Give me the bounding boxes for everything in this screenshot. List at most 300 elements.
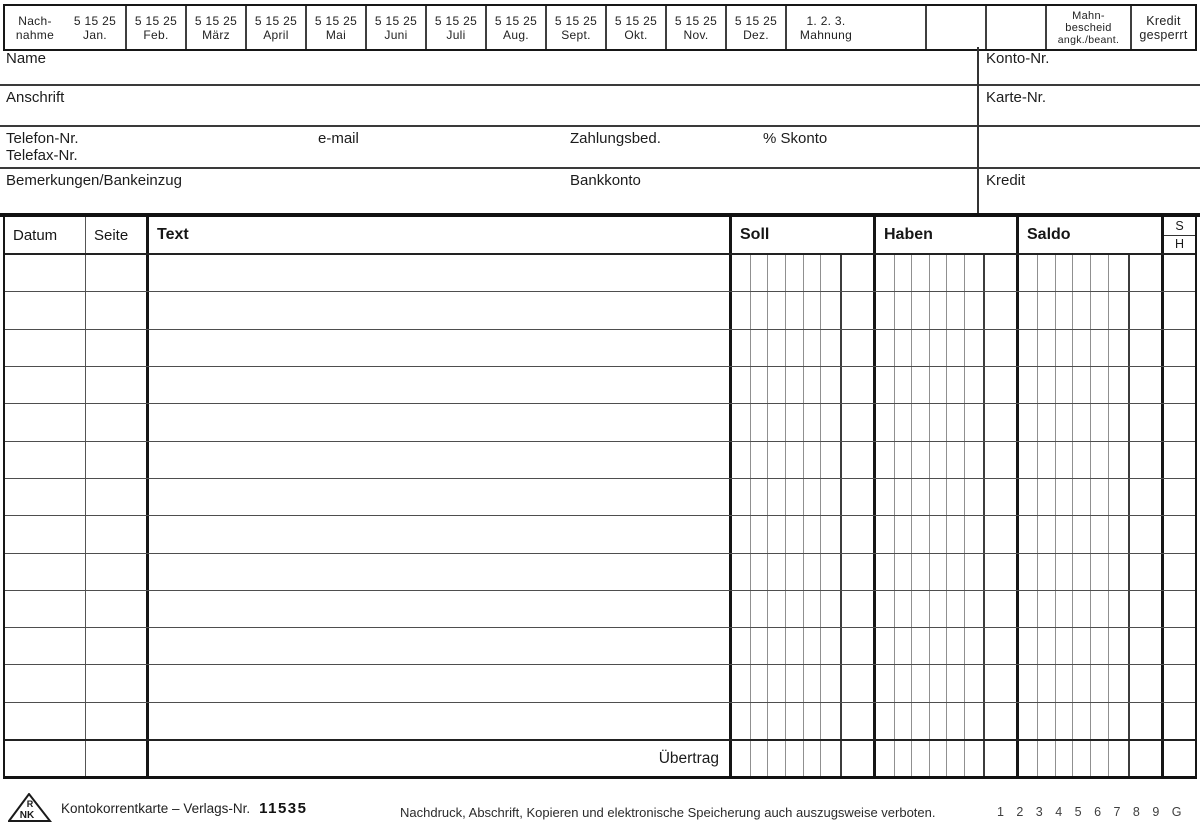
digit-rule-line — [1108, 741, 1109, 776]
anschrift-label: Anschrift — [6, 89, 65, 106]
soll-amount-cell — [732, 741, 876, 776]
day-marks: 5 15 25 — [134, 13, 178, 28]
digit-rule-line — [750, 554, 751, 590]
digit-rule-line — [785, 442, 786, 478]
digit-rule-line — [803, 516, 804, 552]
text-cell — [149, 703, 732, 739]
digit-rule-line — [929, 255, 930, 291]
digit-rule-line — [1055, 442, 1056, 478]
digit-rule-line — [894, 591, 895, 627]
seite-cell — [86, 703, 149, 739]
digit-rule-line — [894, 516, 895, 552]
digit-rule-line — [911, 330, 912, 366]
ledger-row — [5, 255, 1195, 292]
cents-rule-line — [983, 741, 985, 776]
digit-rule-line — [929, 479, 930, 515]
sh-header — [1164, 217, 1195, 253]
digit-rule-line — [1072, 554, 1073, 590]
saldo-amount-cell — [1019, 404, 1164, 440]
digit-rule-line — [767, 367, 768, 403]
saldo-amount-cell — [1019, 665, 1164, 701]
sh-cell — [1164, 516, 1195, 552]
sh-cell — [1164, 442, 1195, 478]
month-cell — [545, 6, 605, 49]
digit-rule-line — [1108, 591, 1109, 627]
day-marks: 5 15 25 — [374, 13, 418, 28]
digit-rule-line — [803, 330, 804, 366]
cents-rule-line — [983, 591, 985, 627]
cents-rule-line — [840, 554, 842, 590]
saldo-amount-cell — [1019, 554, 1164, 590]
cents-rule-line — [840, 255, 842, 291]
month-name: Mai — [325, 27, 347, 42]
cents-rule-line — [1128, 591, 1130, 627]
soll-amount-cell — [732, 628, 876, 664]
digit-rule-line — [946, 367, 947, 403]
seite-cell — [86, 404, 149, 440]
digit-rule-line — [785, 516, 786, 552]
haben-amount-cell — [876, 442, 1019, 478]
info-row-name — [0, 47, 1200, 86]
sh-cell — [1164, 404, 1195, 440]
digit-rule-line — [803, 703, 804, 739]
digit-rule-line — [1072, 703, 1073, 739]
digit-rule-line — [1072, 516, 1073, 552]
digit-rule-line — [964, 554, 965, 590]
copyright-notice: Nachdruck, Abschrift, Kopieren und elektronische Speicherung auch auszugsweise verboten. — [400, 805, 936, 820]
telefax-label: Telefax-Nr. — [6, 147, 78, 164]
ledger-row — [5, 479, 1195, 516]
haben-header: Haben — [876, 217, 1019, 253]
haben-indicator-header: H — [1174, 237, 1185, 252]
ledger-table — [3, 217, 1197, 779]
digit-rule-line — [785, 367, 786, 403]
digit-rule-line — [894, 367, 895, 403]
day-marks: 5 15 25 — [674, 13, 718, 28]
logo-letter-r: R — [26, 799, 34, 809]
digit-rule-line — [1090, 479, 1091, 515]
karte-nr-label: Karte-Nr. — [986, 89, 1047, 106]
digit-rule-line — [1055, 628, 1056, 664]
digit-rule-line — [964, 292, 965, 328]
text-cell — [149, 255, 732, 291]
digit-rule-line — [1108, 367, 1109, 403]
soll-amount-cell — [732, 516, 876, 552]
mahnbescheid-line2: bescheid — [1065, 21, 1112, 34]
month-cell — [185, 6, 245, 49]
saldo-amount-cell — [1019, 442, 1164, 478]
digit-rule-line — [803, 741, 804, 776]
digit-rule-line — [946, 628, 947, 664]
cents-rule-line — [840, 292, 842, 328]
digit-rule-line — [1037, 628, 1038, 664]
digit-rule-line — [1090, 628, 1091, 664]
mahnung-line2: Mahnung — [799, 27, 853, 42]
text-cell — [149, 665, 732, 701]
digit-rule-line — [785, 703, 786, 739]
cents-rule-line — [983, 404, 985, 440]
digit-rule-line — [785, 479, 786, 515]
sh-cell — [1164, 330, 1195, 366]
digit-rule-line — [1090, 516, 1091, 552]
digit-rule-line — [1037, 516, 1038, 552]
bankkonto-label: Bankkonto — [570, 172, 641, 189]
digit-rule-line — [894, 665, 895, 701]
digit-rule-line — [767, 292, 768, 328]
soll-amount-cell — [732, 479, 876, 515]
cents-rule-line — [1128, 516, 1130, 552]
digit-rule-line — [929, 442, 930, 478]
cents-rule-line — [1128, 367, 1130, 403]
digit-rule-line — [785, 591, 786, 627]
ledger-row — [5, 330, 1195, 367]
haben-amount-cell — [876, 741, 1019, 776]
mahnung-cell — [785, 6, 865, 49]
digit-rule-line — [1072, 591, 1073, 627]
seite-header: Seite — [86, 217, 149, 253]
text-cell — [149, 404, 732, 440]
digit-rule-line — [1090, 255, 1091, 291]
month-name: Feb. — [143, 27, 169, 42]
datum-cell — [5, 330, 86, 366]
digit-rule-line — [767, 479, 768, 515]
digit-rule-line — [750, 367, 751, 403]
sh-cell — [1164, 628, 1195, 664]
cents-rule-line — [1128, 703, 1130, 739]
digit-rule-line — [785, 255, 786, 291]
digit-rule-line — [964, 442, 965, 478]
sh-cell — [1164, 591, 1195, 627]
digit-rule-line — [820, 367, 821, 403]
saldo-amount-cell — [1019, 628, 1164, 664]
saldo-header: Saldo — [1019, 217, 1164, 253]
digit-rule-line — [803, 665, 804, 701]
telefon-label: Telefon-Nr. — [6, 130, 79, 147]
digit-rule-line — [929, 591, 930, 627]
digit-rule-line — [803, 255, 804, 291]
digit-rule-line — [1090, 554, 1091, 590]
datum-header: Datum — [5, 217, 86, 253]
day-marks: 5 15 25 — [614, 13, 658, 28]
rnk-logo-icon — [8, 793, 52, 823]
haben-amount-cell — [876, 554, 1019, 590]
soll-amount-cell — [732, 292, 876, 328]
ledger-row — [5, 591, 1195, 628]
text-cell — [149, 591, 732, 627]
uebertrag-row — [5, 739, 1195, 776]
digit-rule-line — [1108, 479, 1109, 515]
digit-rule-line — [803, 292, 804, 328]
cents-rule-line — [840, 479, 842, 515]
soll-indicator-header: S — [1164, 217, 1195, 236]
digit-rule-line — [820, 330, 821, 366]
datum-cell — [5, 591, 86, 627]
digit-rule-line — [964, 516, 965, 552]
nachnahme-line1: Nach- — [18, 13, 52, 28]
ledger-row — [5, 516, 1195, 553]
saldo-amount-cell — [1019, 591, 1164, 627]
order-number: 11535 — [259, 799, 308, 817]
digit-rule-line — [894, 404, 895, 440]
digit-rule-line — [1037, 442, 1038, 478]
digit-rule-line — [767, 591, 768, 627]
cents-rule-line — [840, 741, 842, 776]
ledger-header-row — [5, 217, 1195, 255]
digit-rule-line — [750, 516, 751, 552]
digit-rule-line — [820, 703, 821, 739]
digit-rule-line — [1037, 554, 1038, 590]
datum-cell — [5, 442, 86, 478]
saldo-amount-cell — [1019, 330, 1164, 366]
cents-rule-line — [983, 479, 985, 515]
cents-rule-line — [983, 292, 985, 328]
digit-rule-line — [803, 554, 804, 590]
ledger-body — [5, 255, 1195, 776]
seite-cell — [86, 442, 149, 478]
digit-rule-line — [946, 442, 947, 478]
digit-rule-line — [964, 665, 965, 701]
sh-cell — [1164, 292, 1195, 328]
digit-rule-line — [1072, 330, 1073, 366]
cents-rule-line — [1128, 479, 1130, 515]
digit-rule-line — [1072, 367, 1073, 403]
digit-rule-line — [767, 255, 768, 291]
print-code: 1 2 3 4 5 6 7 8 9 G — [996, 805, 1186, 819]
ledger-row — [5, 404, 1195, 441]
ledger-row — [5, 442, 1195, 479]
month-cell — [665, 6, 725, 49]
haben-amount-cell — [876, 628, 1019, 664]
digit-rule-line — [929, 554, 930, 590]
cents-rule-line — [1128, 255, 1130, 291]
digit-rule-line — [1055, 741, 1056, 776]
datum-cell — [5, 367, 86, 403]
digit-rule-line — [767, 741, 768, 776]
text-cell — [149, 554, 732, 590]
digit-rule-line — [1090, 404, 1091, 440]
digit-rule-line — [1037, 404, 1038, 440]
digit-rule-line — [820, 554, 821, 590]
digit-rule-line — [1072, 255, 1073, 291]
soll-amount-cell — [732, 703, 876, 739]
digit-rule-line — [750, 404, 751, 440]
cents-rule-line — [983, 516, 985, 552]
empty-strip-cell — [985, 6, 1045, 49]
haben-amount-cell — [876, 367, 1019, 403]
digit-rule-line — [820, 665, 821, 701]
seite-cell — [86, 516, 149, 552]
empty-strip-cell — [925, 6, 985, 49]
digit-rule-line — [1090, 442, 1091, 478]
mahnbescheid-line3: angk./beant. — [1057, 33, 1120, 46]
digit-rule-line — [1108, 292, 1109, 328]
kredit-label: Kredit — [986, 172, 1026, 189]
haben-amount-cell — [876, 665, 1019, 701]
datum-cell — [5, 255, 86, 291]
month-name: Juli — [446, 27, 466, 42]
digit-rule-line — [911, 404, 912, 440]
digit-rule-line — [946, 703, 947, 739]
day-marks: 5 15 25 — [734, 13, 778, 28]
saldo-amount-cell — [1019, 479, 1164, 515]
name-label: Name — [6, 50, 47, 67]
month-name: Jan. — [83, 27, 107, 42]
digit-rule-line — [894, 330, 895, 366]
digit-rule-line — [803, 628, 804, 664]
form-footer — [0, 788, 1200, 833]
publisher-block — [8, 793, 307, 823]
digit-rule-line — [785, 330, 786, 366]
digit-rule-line — [1108, 330, 1109, 366]
soll-amount-cell — [732, 442, 876, 478]
digit-rule-line — [767, 554, 768, 590]
month-name: Nov. — [683, 27, 709, 42]
digit-rule-line — [1055, 591, 1056, 627]
digit-rule-line — [946, 591, 947, 627]
datum-cell — [5, 741, 86, 776]
sh-cell — [1164, 554, 1195, 590]
seite-cell — [86, 367, 149, 403]
digit-rule-line — [750, 479, 751, 515]
digit-rule-line — [803, 367, 804, 403]
cents-rule-line — [983, 554, 985, 590]
datum-cell — [5, 516, 86, 552]
digit-rule-line — [1037, 703, 1038, 739]
digit-rule-line — [1037, 255, 1038, 291]
konto-nr-label: Konto-Nr. — [986, 50, 1050, 67]
datum-cell — [5, 665, 86, 701]
digit-rule-line — [1108, 442, 1109, 478]
day-marks: 5 15 25 — [494, 13, 538, 28]
seite-cell — [86, 292, 149, 328]
day-marks: 5 15 25 — [194, 13, 238, 28]
digit-rule-line — [1108, 703, 1109, 739]
digit-rule-line — [785, 292, 786, 328]
cents-rule-line — [840, 404, 842, 440]
digit-rule-line — [946, 554, 947, 590]
digit-rule-line — [1090, 703, 1091, 739]
cents-rule-line — [840, 665, 842, 701]
sh-cell — [1164, 703, 1195, 739]
digit-rule-line — [894, 442, 895, 478]
month-cell — [125, 6, 185, 49]
text-cell — [149, 330, 732, 366]
digit-rule-line — [1037, 292, 1038, 328]
digit-rule-line — [946, 665, 947, 701]
soll-amount-cell — [732, 404, 876, 440]
month-name: April — [263, 27, 289, 42]
digit-rule-line — [964, 330, 965, 366]
info-row-bemerkungen — [0, 169, 1200, 213]
digit-rule-line — [911, 367, 912, 403]
digit-rule-line — [964, 703, 965, 739]
month-cell — [425, 6, 485, 49]
saldo-amount-cell — [1019, 367, 1164, 403]
text-cell — [149, 628, 732, 664]
soll-amount-cell — [732, 255, 876, 291]
mahnung-line1: 1. 2. 3. — [806, 13, 846, 28]
digit-rule-line — [964, 404, 965, 440]
soll-amount-cell — [732, 665, 876, 701]
digit-rule-line — [911, 665, 912, 701]
month-tracking-strip — [3, 4, 1197, 51]
digit-rule-line — [820, 292, 821, 328]
month-name: Dez. — [743, 27, 769, 42]
kredit-gesperrt-line2: gesperrt — [1139, 27, 1188, 42]
cents-rule-line — [840, 516, 842, 552]
digit-rule-line — [1037, 330, 1038, 366]
digit-rule-line — [1072, 404, 1073, 440]
digit-rule-line — [785, 665, 786, 701]
digit-rule-line — [911, 442, 912, 478]
sh-cell — [1164, 741, 1195, 776]
cents-rule-line — [840, 442, 842, 478]
haben-amount-cell — [876, 330, 1019, 366]
saldo-amount-cell — [1019, 292, 1164, 328]
sh-cell — [1164, 665, 1195, 701]
digit-rule-line — [1090, 330, 1091, 366]
sh-cell — [1164, 479, 1195, 515]
digit-rule-line — [929, 516, 930, 552]
cents-rule-line — [983, 367, 985, 403]
datum-cell — [5, 554, 86, 590]
digit-rule-line — [1055, 292, 1056, 328]
digit-rule-line — [1055, 330, 1056, 366]
digit-rule-line — [1055, 255, 1056, 291]
cents-rule-line — [840, 591, 842, 627]
digit-rule-line — [946, 479, 947, 515]
datum-cell — [5, 292, 86, 328]
sh-cell — [1164, 367, 1195, 403]
month-name: Okt. — [624, 27, 648, 42]
digit-rule-line — [1108, 404, 1109, 440]
cents-rule-line — [1128, 554, 1130, 590]
digit-rule-line — [911, 255, 912, 291]
digit-rule-line — [964, 367, 965, 403]
digit-rule-line — [911, 628, 912, 664]
month-cell — [65, 6, 125, 49]
digit-rule-line — [1072, 292, 1073, 328]
digit-rule-line — [911, 479, 912, 515]
seite-cell — [86, 330, 149, 366]
kredit-gesperrt-cell — [1130, 6, 1195, 49]
month-cell — [305, 6, 365, 49]
digit-rule-line — [929, 741, 930, 776]
seite-cell — [86, 554, 149, 590]
month-name: Aug. — [503, 27, 529, 42]
digit-rule-line — [767, 703, 768, 739]
ledger-row — [5, 703, 1195, 739]
digit-rule-line — [1090, 367, 1091, 403]
haben-amount-cell — [876, 703, 1019, 739]
day-marks: 5 15 25 — [73, 13, 117, 28]
digit-rule-line — [929, 665, 930, 701]
mahnbescheid-line1: Mahn- — [1072, 9, 1105, 22]
cents-rule-line — [840, 330, 842, 366]
digit-rule-line — [911, 741, 912, 776]
seite-cell — [86, 628, 149, 664]
digit-rule-line — [946, 741, 947, 776]
text-cell — [149, 479, 732, 515]
digit-rule-line — [785, 404, 786, 440]
digit-rule-line — [820, 628, 821, 664]
digit-rule-line — [767, 442, 768, 478]
digit-rule-line — [946, 516, 947, 552]
digit-rule-line — [964, 628, 965, 664]
cents-rule-line — [983, 442, 985, 478]
digit-rule-line — [894, 554, 895, 590]
digit-rule-line — [894, 255, 895, 291]
